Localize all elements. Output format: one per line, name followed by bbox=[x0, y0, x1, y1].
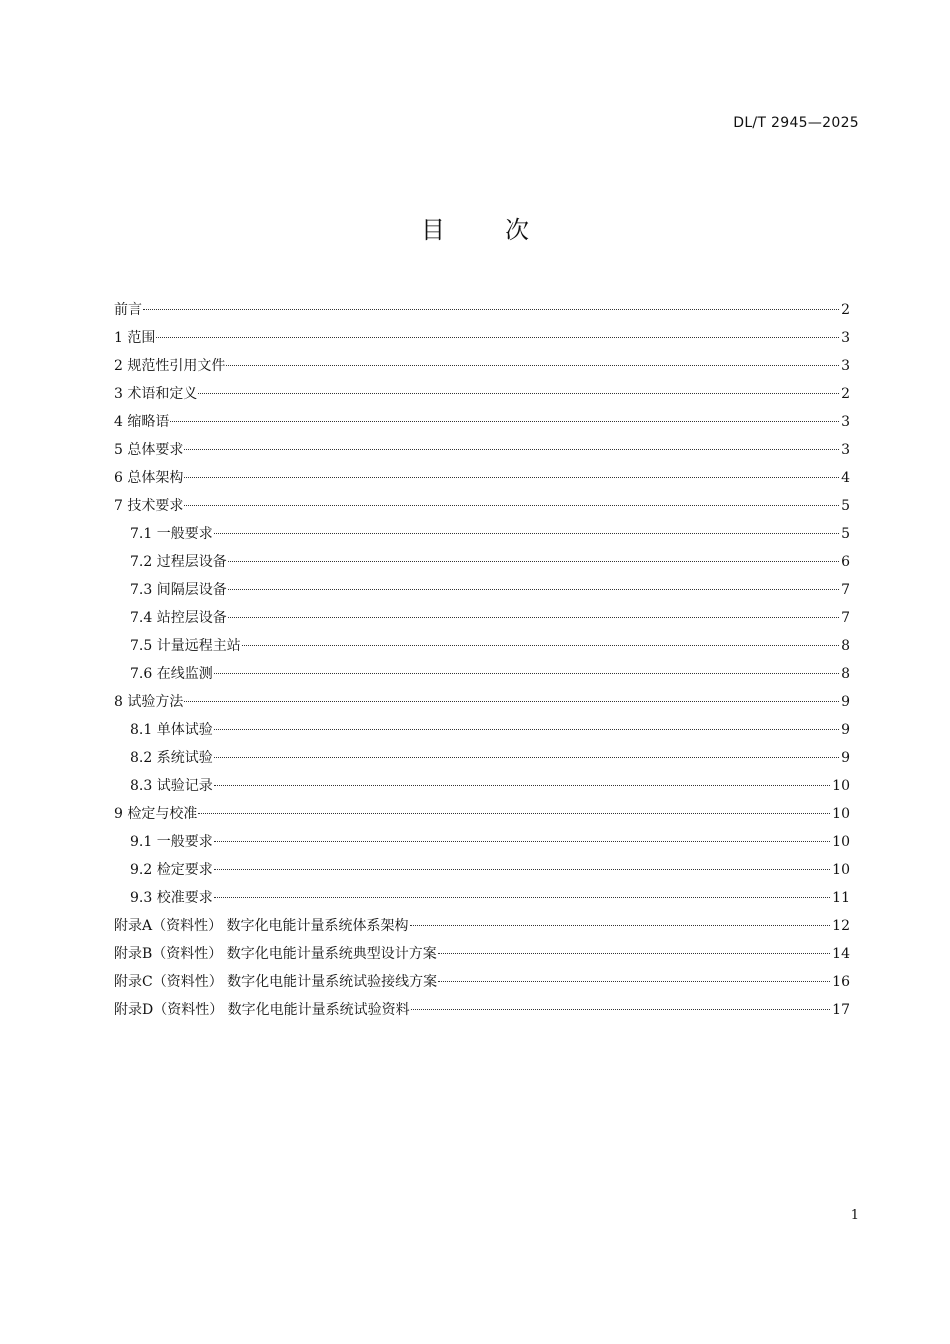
toc-entry-page: 5 bbox=[841, 526, 850, 542]
toc-dot-leader bbox=[214, 729, 839, 730]
toc-dot-leader bbox=[156, 337, 839, 338]
toc-dot-leader bbox=[214, 869, 830, 870]
toc-entry-page: 2 bbox=[841, 386, 850, 402]
toc-entry-label: 8.1 单体试验 bbox=[130, 722, 213, 738]
toc-dot-leader bbox=[184, 505, 839, 506]
toc-entry[interactable] bbox=[114, 660, 850, 688]
toc-entry[interactable] bbox=[114, 576, 850, 604]
toc-entry[interactable] bbox=[114, 324, 850, 352]
toc-entry-page: 2 bbox=[841, 302, 850, 318]
toc-dot-leader bbox=[214, 785, 830, 786]
toc-entry-label: 7.1 一般要求 bbox=[130, 526, 213, 542]
toc-entry-page: 9 bbox=[841, 722, 850, 738]
toc-entry-label: 7.2 过程层设备 bbox=[130, 554, 227, 570]
toc-entry-label: 4 缩略语 bbox=[114, 414, 170, 430]
page-number: 1 bbox=[850, 1208, 859, 1223]
toc-dot-leader bbox=[228, 561, 839, 562]
toc-dot-leader bbox=[438, 953, 830, 954]
toc-entry[interactable] bbox=[114, 464, 850, 492]
toc-entry[interactable] bbox=[114, 828, 850, 856]
toc-entry[interactable] bbox=[114, 548, 850, 576]
toc-entry-label: 7 技术要求 bbox=[114, 498, 184, 514]
toc-dot-leader bbox=[214, 673, 839, 674]
toc-entry-page: 11 bbox=[832, 890, 850, 906]
toc-dot-leader bbox=[214, 841, 830, 842]
toc-entry-label: 前言 bbox=[114, 302, 142, 318]
toc-entry-page: 3 bbox=[841, 442, 850, 458]
toc-dot-leader bbox=[228, 589, 839, 590]
toc-entry[interactable] bbox=[114, 632, 850, 660]
toc-entry[interactable] bbox=[114, 884, 850, 912]
toc-dot-leader bbox=[198, 813, 830, 814]
toc-entry-label: 6 总体架构 bbox=[114, 470, 184, 486]
toc-entry-label: 8.3 试验记录 bbox=[130, 778, 213, 794]
toc-entry-label: 7.5 计量远程主站 bbox=[130, 638, 241, 654]
toc-entry-page: 14 bbox=[832, 946, 850, 962]
toc-entry-page: 17 bbox=[832, 1002, 850, 1018]
toc-entry-page: 16 bbox=[832, 974, 850, 990]
toc-entry-page: 8 bbox=[841, 638, 850, 654]
toc-entry[interactable] bbox=[114, 800, 850, 828]
toc-entry-label: 8 试验方法 bbox=[114, 694, 184, 710]
toc-dot-leader bbox=[410, 925, 831, 926]
toc-dot-leader bbox=[214, 533, 839, 534]
toc-entry-label: 2 规范性引用文件 bbox=[114, 358, 226, 374]
toc-entry-page: 9 bbox=[841, 750, 850, 766]
toc-entry-label: 9.2 检定要求 bbox=[130, 862, 213, 878]
toc-dot-leader bbox=[214, 757, 839, 758]
toc-list bbox=[114, 296, 850, 1024]
toc-entry-page: 3 bbox=[841, 414, 850, 430]
toc-entry[interactable] bbox=[114, 912, 850, 940]
toc-entry-page: 10 bbox=[832, 806, 850, 822]
toc-entry-page: 7 bbox=[841, 582, 850, 598]
toc-entry-page: 10 bbox=[832, 834, 850, 850]
toc-entry[interactable] bbox=[114, 520, 850, 548]
toc-entry-label: 7.3 间隔层设备 bbox=[130, 582, 227, 598]
toc-entry[interactable] bbox=[114, 856, 850, 884]
toc-entry[interactable] bbox=[114, 772, 850, 800]
toc-entry[interactable] bbox=[114, 492, 850, 520]
toc-entry[interactable] bbox=[114, 716, 850, 744]
toc-entry-page: 10 bbox=[832, 778, 850, 794]
toc-entry-label: 7.6 在线监测 bbox=[130, 666, 213, 682]
toc-entry-page: 9 bbox=[841, 694, 850, 710]
toc-entry-page: 8 bbox=[841, 666, 850, 682]
toc-dot-leader bbox=[184, 449, 839, 450]
toc-dot-leader bbox=[438, 981, 830, 982]
toc-dot-leader bbox=[411, 1009, 830, 1010]
toc-dot-leader bbox=[170, 421, 839, 422]
toc-entry[interactable] bbox=[114, 296, 850, 324]
toc-entry[interactable] bbox=[114, 968, 850, 996]
toc-entry-label: 附录B（资料性） 数字化电能计量系统典型设计方案 bbox=[114, 946, 437, 962]
toc-entry-label: 9.3 校准要求 bbox=[130, 890, 213, 906]
toc-entry-label: 1 范围 bbox=[114, 330, 156, 346]
toc-entry-label: 附录A（资料性） 数字化电能计量系统体系架构 bbox=[114, 918, 409, 934]
toc-entry-page: 3 bbox=[841, 330, 850, 346]
toc-entry-label: 9 检定与校准 bbox=[114, 806, 198, 822]
toc-dot-leader bbox=[214, 897, 830, 898]
toc-dot-leader bbox=[226, 365, 839, 366]
toc-entry-page: 4 bbox=[841, 470, 850, 486]
toc-entry[interactable] bbox=[114, 436, 850, 464]
toc-dot-leader bbox=[143, 309, 839, 310]
toc-entry[interactable] bbox=[114, 352, 850, 380]
toc-entry[interactable] bbox=[114, 744, 850, 772]
toc-entry-label: 3 术语和定义 bbox=[114, 386, 198, 402]
toc-entry[interactable] bbox=[114, 380, 850, 408]
toc-entry-label: 附录C（资料性） 数字化电能计量系统试验接线方案 bbox=[114, 974, 438, 990]
toc-entry[interactable] bbox=[114, 604, 850, 632]
toc-entry-label: 附录D（资料性） 数字化电能计量系统试验资料 bbox=[114, 1002, 410, 1018]
toc-entry-label: 7.4 站控层设备 bbox=[130, 610, 227, 626]
toc-entry-page: 6 bbox=[841, 554, 850, 570]
toc-entry-page: 7 bbox=[841, 610, 850, 626]
toc-entry[interactable] bbox=[114, 996, 850, 1024]
toc-entry-page: 12 bbox=[832, 918, 850, 934]
toc-entry-label: 5 总体要求 bbox=[114, 442, 184, 458]
toc-entry-page: 3 bbox=[841, 358, 850, 374]
toc-entry-label: 8.2 系统试验 bbox=[130, 750, 213, 766]
toc-entry-label: 9.1 一般要求 bbox=[130, 834, 213, 850]
standard-code: DL/T 2945—2025 bbox=[733, 115, 859, 131]
toc-dot-leader bbox=[242, 645, 839, 646]
toc-entry-page: 10 bbox=[832, 862, 850, 878]
toc-dot-leader bbox=[184, 477, 839, 478]
toc-dot-leader bbox=[198, 393, 839, 394]
toc-entry-page: 5 bbox=[841, 498, 850, 514]
toc-dot-leader bbox=[184, 701, 839, 702]
toc-title: 目次 bbox=[421, 216, 589, 244]
toc-dot-leader bbox=[228, 617, 839, 618]
toc-entry[interactable] bbox=[114, 408, 850, 436]
toc-entry[interactable] bbox=[114, 940, 850, 968]
toc-entry[interactable] bbox=[114, 688, 850, 716]
